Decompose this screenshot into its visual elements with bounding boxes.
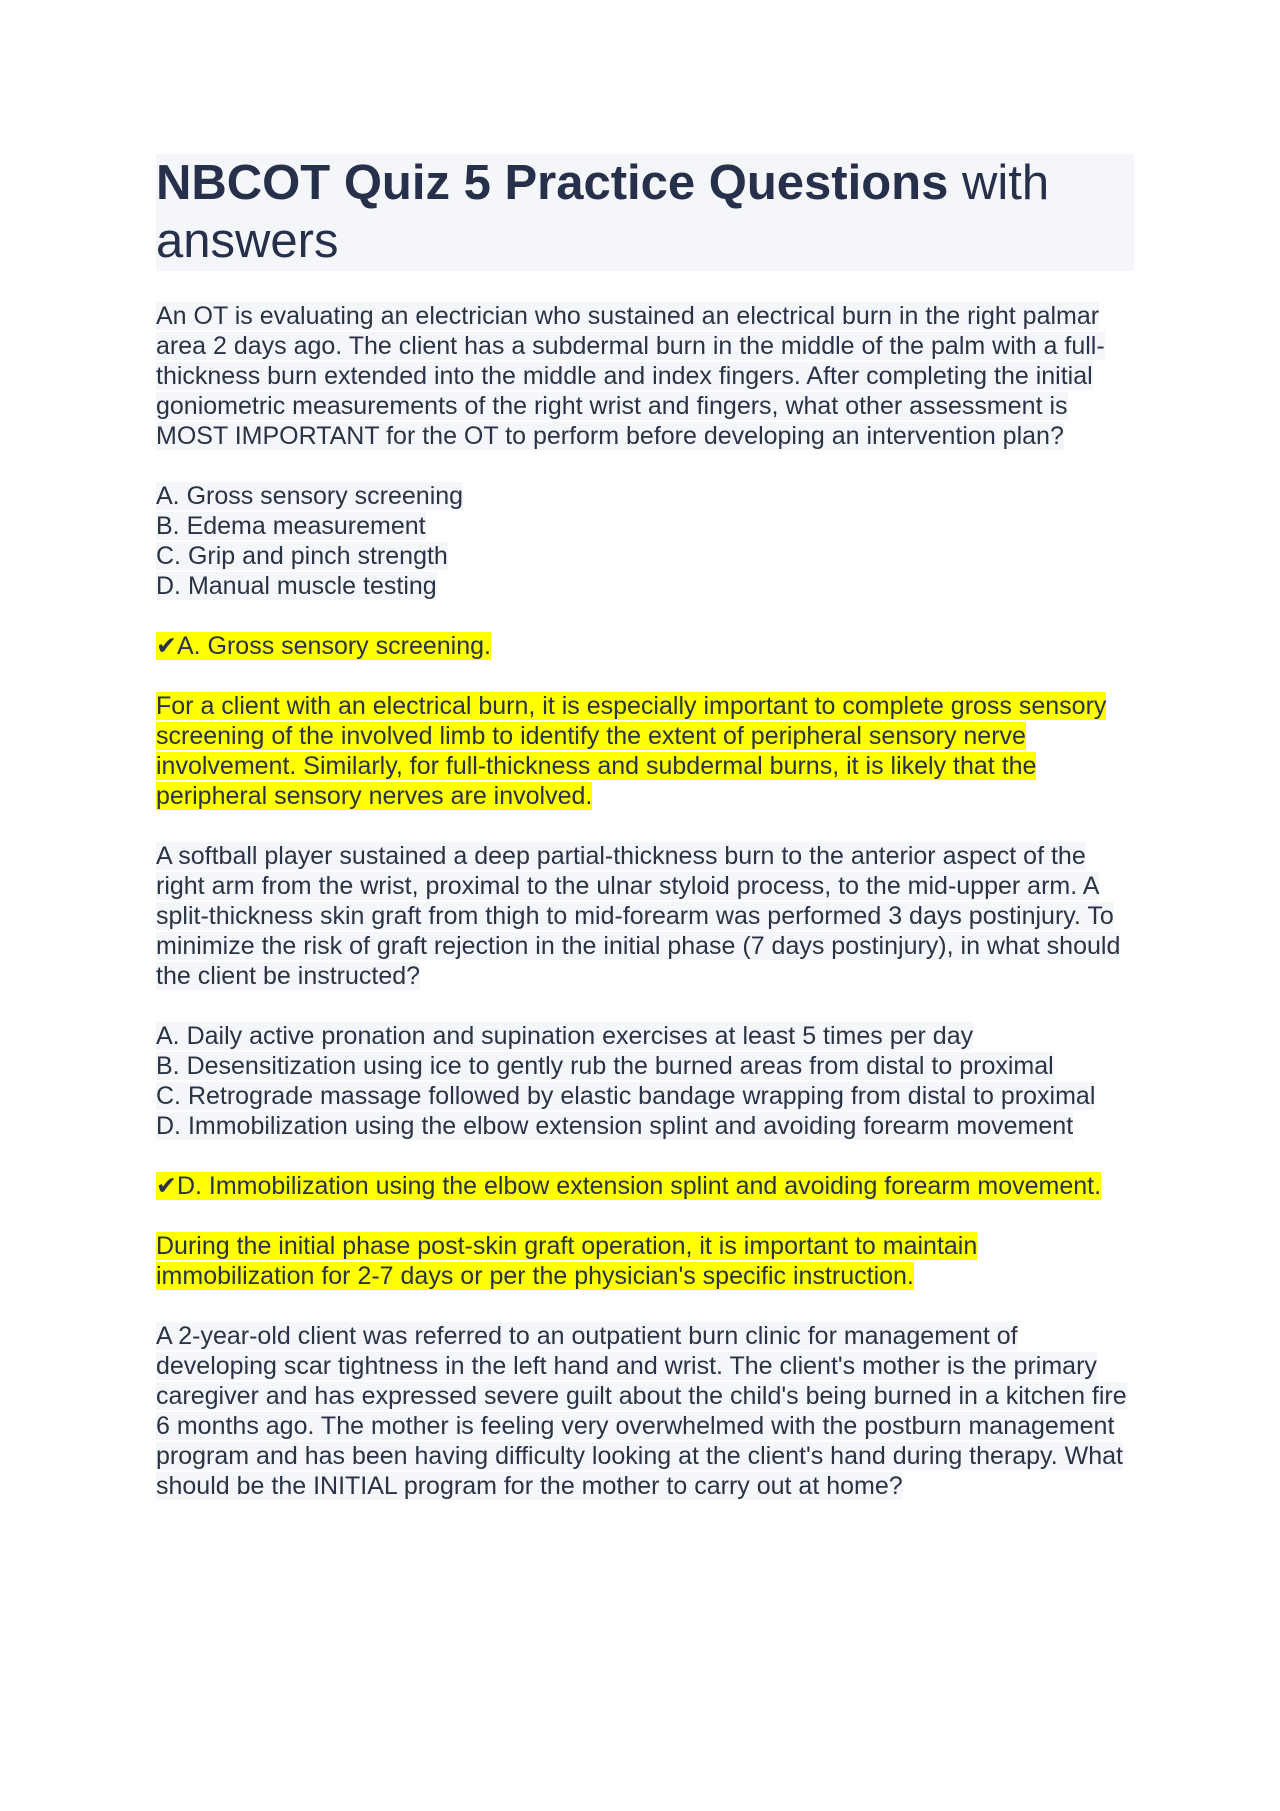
question-2-options [156,1021,1134,1141]
document-page [156,154,1134,1531]
page-title [156,154,1134,271]
question-1-rationale [156,691,1134,811]
question-2-stem [156,841,1134,991]
rationale-text: During the initial phase post-skin graft operation, it is important to maintain immobilization for 2-7 days or per the physician's specific instruction. [156,1232,978,1290]
option-c: C. Retrograde massage followed by elastic bandage wrapping from distal to proximal [156,1082,1096,1110]
answer-text: ✔A. Gross sensory screening. [156,632,491,660]
option-b: B. Desensitization using ice to gently rub the burned areas from distal to proximal [156,1052,1054,1080]
question-3-stem [156,1321,1134,1501]
question-1-stem [156,301,1134,451]
answer-text: ✔D. Immobilization using the elbow extension splint and avoiding forearm movement. [156,1172,1102,1200]
question-1-answer [156,631,1134,661]
option-a: A. Gross sensory screening [156,482,464,510]
question-2-answer [156,1171,1134,1201]
question-text: An OT is evaluating an electrician who sustained an electrical burn in the right palmar area 2 days ago. The client has a subdermal burn in the middle of the palm with a full-thickness burn extended into the middle and index fingers. After completing the initial goniometric measurements of the right wrist and fingers, what other assessment is MOST IMPORTANT for the OT to perform before developing an intervention plan? [156,302,1105,450]
question-1-options [156,481,1134,601]
option-c: C. Grip and pinch strength [156,542,448,570]
title-bold: NBCOT Quiz 5 Practice Questions [156,156,949,210]
option-b: B. Edema measurement [156,512,426,540]
option-d: D. Manual muscle testing [156,572,437,600]
option-a: A. Daily active pronation and supination exercises at least 5 times per day [156,1022,974,1050]
question-text: A 2-year-old client was referred to an outpatient burn clinic for management of developing scar tightness in the left hand and wrist. The client's mother is the primary caregiver and has expressed severe guilt about the child's being burned in a kitchen fire 6 months ago. The mother is feeling very overwhelmed with the postburn management program and has been having difficulty looking at the client's hand during therapy. What should be the INITIAL program for the mother to carry out at home? [156,1322,1127,1500]
title-rest: with answers [156,156,1050,268]
question-text: A softball player sustained a deep partial-thickness burn to the anterior aspect of the right arm from the wrist, proximal to the ulnar styloid process, to the mid-upper arm. A split-thickness skin graft from thigh to mid-forearm was performed 3 days postinjury. To minimize the risk of graft rejection in the initial phase (7 days postinjury), in what should the client be instructed? [156,842,1121,990]
question-2-rationale [156,1231,1134,1291]
option-d: D. Immobilization using the elbow extension splint and avoiding forearm movement [156,1112,1074,1140]
rationale-text: For a client with an electrical burn, it is especially important to complete gross sensory screening of the involved limb to identify the extent of peripheral sensory nerve involvement. Similarly, for full-thickness and subdermal burns, it is likely that the peripheral sensory nerves are involved. [156,692,1107,810]
